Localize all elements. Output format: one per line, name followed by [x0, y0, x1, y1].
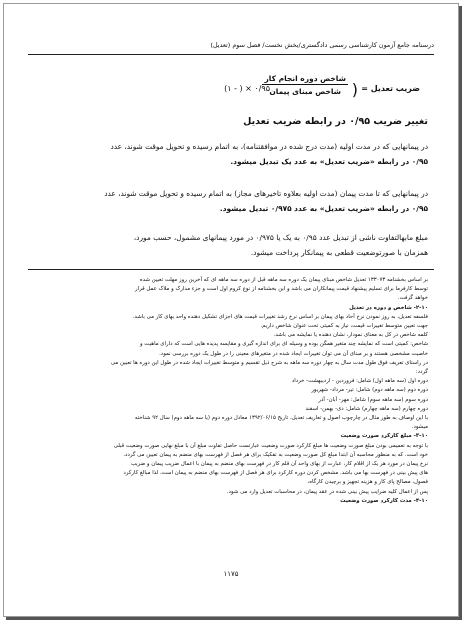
- body-line: کلمه شاخص در کل به معنای نمودار، نشان دهنده یا نمایشه می باشد.: [273, 332, 428, 339]
- body-line: خود است. که به منظور محاسبه آن ابتدا مبلغ کل صورت وضعیت به تفکیک برای هر فصل از فهرست بهای منضم به پیمان تعیین می گردد.: [123, 451, 428, 458]
- body-line: دوره چهارم (سه ماهه چهارم) شامل: دی- بهمن- اسفند: [305, 405, 428, 412]
- body-line: با توجه به تعمیمی بودن مبلغ صورت وضعیت ها مبلغ کارکرد صورت وضعیت عبارتست حاصل تفاوت مبلغ آن با مبلغ نهایی صورت وضعیت قبلی: [113, 442, 428, 449]
- formula-lhs: ضریب تعدیل =: [361, 84, 420, 93]
- body-line: گردد:: [415, 369, 428, 376]
- body-line: توسط کارفرما برای تسلیم پیشنهاد قیمت پیمانکاران می باشد و این بخشنامه از نوع کروم اول است و جزء مدارک و ملاک عمل قرار: [135, 286, 428, 293]
- paragraph-line: ۰/۹۵ در رابطه «ضریب تعدیل» به عدد یک تبدیل میشود.: [230, 157, 428, 166]
- running-header: درسنامه جامع آزمون کارشناسی رسمی دادگستری/بخش نخست/ فصل سوم (تعدیل): [210, 41, 434, 49]
- body-line: میشود.: [411, 424, 428, 431]
- formula-denominator: شاخص مبنای پیمان: [269, 87, 342, 96]
- body-line: بر اساس بخشنامه ۱۳۳۰۷۳ تعدیل شاخص مبنای پیمان یک دوره سه ماهه قبل از دوره سه ماهه ای که آخرین روز مهلت تعیین شده: [139, 277, 428, 283]
- body-line: دوره دوم (سه ماهه دوم) شامل: تیر- مرداد- شهریور: [311, 387, 428, 394]
- body-line: پس از اعمال کلیه ضرایب پیش بینی شده در عقد پیمان، در محاسبات تعدیل وارد می شود.: [226, 488, 428, 495]
- body-line: با این اوصاف به طور مثال در چارچوب اصول و تعاریف تعدیل، تاریخ ۱۳۹۲/۰۶/۱۵ معادل دوره دوم (یا سه ماهه دوم) سال ۹۲ شناخته: [134, 415, 428, 422]
- paragraph-2: [28, 186, 428, 216]
- section-divider: [28, 269, 434, 270]
- header-divider: [28, 54, 434, 55]
- paragraph-line: ۰/۹۵ در رابطه «ضریب تعدیل» به عدد ۰/۹۷۵ تبدیل میشود.: [219, 204, 428, 213]
- body-line: فصول، مصالح پای کار و هزینه تجهیز و برچیدن کارگاه،: [307, 479, 428, 486]
- formula-numerator: شاخص دوره انجام کار: [264, 74, 346, 83]
- paragraph-3: [28, 230, 428, 260]
- subsection-heading: ۲-۱۰- شاخص و دوره در تعدیل: [349, 304, 428, 311]
- body-line: دوره سوم (سه ماهه سوم) شامل: مهر- آبان- آذر: [318, 396, 428, 403]
- formula-tail: (۱ - ) × ۰/۹۵: [224, 84, 270, 93]
- body-text: [28, 276, 428, 506]
- body-line: در راستای تعریف فوق طول مدت سال به چهار دوره سه ماهه به شرح ذیل تقسیم و متوسط تغییرات ایجاد شده در طول این دوره ها تعیین می: [110, 359, 428, 366]
- paragraph-1: [28, 139, 428, 169]
- body-line: شاخص: کمیتی است که نمایشه چند متغیر همگن بوده و وسیله ای برای اندازه گیری و مقایسه پدیده هایی است که دارای ماهیت و: [139, 341, 428, 348]
- body-line: خاصیت مشخصی هستند و بر مبنای آن می توان تغییرات ایجاد شده در متغیرهای معینی را در طول یک دوره بررسی نمود.: [159, 350, 428, 357]
- body-line: دوره اول (سه ماهه اول) شامل: فروردین - اردیبهشت- خرداد: [291, 378, 428, 385]
- body-line: نرخ پیمان در مورد هر یک از اقلام کار، عبارت از بهای واحد آن قلم کار در فهرست بهای منضم به پیمان با اعمال ضریب پیمان و ضریب: [130, 461, 428, 468]
- section-heading: تغییر ضریب ۰/۹۵ در رابطه ضریب تعدیل: [243, 116, 428, 127]
- paragraph-line: مبلغ مابهالتفاوت ناشی از تبدیل عدد ۰/۹۵ به یک یا ۰/۹۷۵ در مورد پیمانهای مشمول، حسب مورد،: [133, 233, 428, 242]
- adjustment-formula: [40, 74, 420, 110]
- subsection-heading: ۳-۱۰- مبلغ کارکرد صورت وضعیت: [340, 433, 428, 440]
- paragraph-line: در پیمانهایی که در مدت اولیه (مدت درج شده در موافقتنامه)، به اتمام رسیده و تحویل موقت شوند، عدد: [110, 142, 428, 151]
- formula-bracket: (: [351, 80, 358, 99]
- formula-fraction: [262, 74, 348, 96]
- body-line: جهت تعیین متوسط تغییرات قیمت، نیاز به کمیتی تحت عنوان شاخص داریم.: [260, 323, 428, 330]
- page-number: ۱۱۷۵: [223, 570, 239, 578]
- paragraph-line: همزمان با صورتوضعیت قطعی به پیمانکار پرداخت میشود.: [250, 248, 428, 257]
- body-line: فلسفه تعدیل، به روز نمودن نرخ آحاد بهای پیمان بر اساس نرخ رشد تغییرات قیمت های اجزای تشکیل دهنده واحد بهای کار می باشد.: [132, 313, 428, 320]
- document-page: [3, 3, 459, 617]
- paragraph-line: در پیمانهایی که تا مدت پیمان (مدت اولیه بعلاوه تاخیرهای مجاز) به اتمام رسیده و تحویل موقت شوند، عدد: [104, 189, 428, 198]
- body-line: های پیش بینی در فهرست بها می باشد. مشخص کردن دوره کارکرد برای هر فصل از فهرست بهای منضم به پیمان است، لذا مبالغ کارکرد: [123, 470, 428, 477]
- subsection-heading: ۴-۱۰- مدت کارکرد صورت وضعیت: [340, 497, 428, 504]
- body-line: خواهد گرفت.: [397, 295, 428, 302]
